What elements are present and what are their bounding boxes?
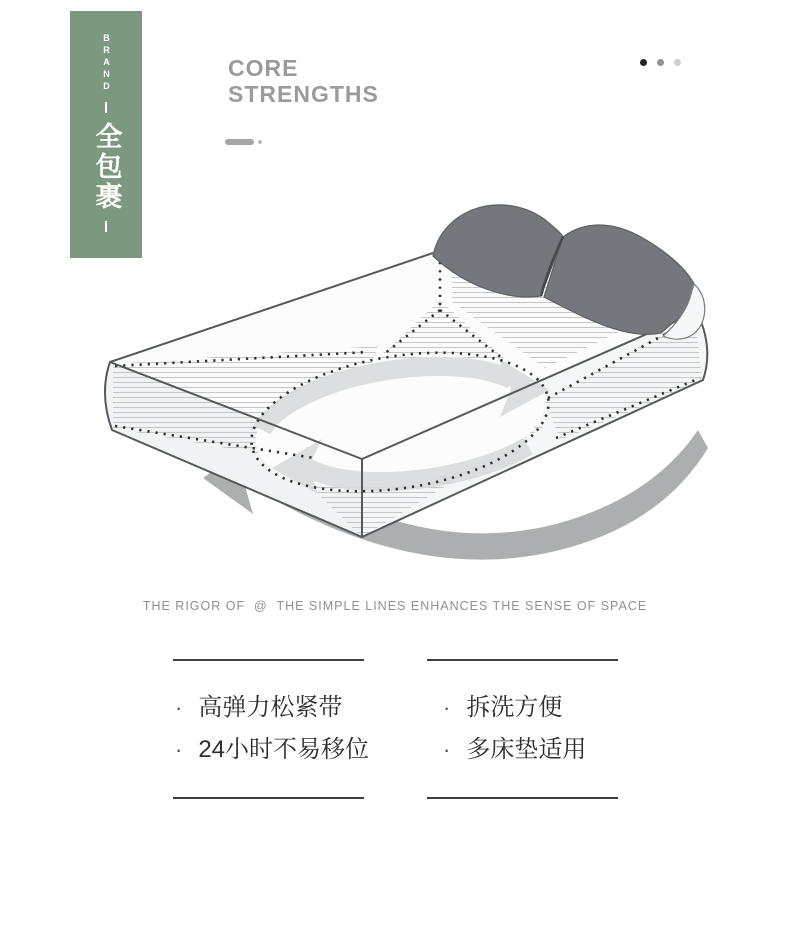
bullet-dot: · — [443, 737, 451, 762]
bullet-dot: · — [175, 695, 183, 720]
feature-list-left — [173, 659, 370, 799]
page-title-line2: STRENGTHS — [228, 81, 379, 107]
title-underline-bar — [225, 139, 254, 145]
feature-text: 高弹力松紧带 — [198, 694, 343, 721]
banner-divider-top — [105, 102, 107, 113]
caption-text: THE RIGOR OF @ THE SIMPLE LINES ENHANCES THE SENSE OF SPACE — [142, 599, 648, 613]
pagination-dot-active[interactable] — [640, 59, 647, 66]
page-title-line1: CORE — [228, 55, 299, 81]
title-underline-dot — [258, 140, 262, 144]
carousel-pagination — [640, 59, 681, 66]
brand-label: BRAND — [101, 33, 112, 93]
feature-text: 24小时不易移位 — [198, 736, 370, 763]
page-title — [228, 55, 379, 107]
feature-item — [175, 735, 370, 765]
feature-list-right — [427, 659, 618, 799]
bullet-dot: · — [175, 737, 183, 762]
feature-item — [443, 693, 618, 723]
feature-item — [443, 735, 618, 765]
feature-text: 多床垫适用 — [466, 736, 587, 763]
mattress-illustration — [0, 185, 790, 605]
banner-title: 全包裹 — [91, 122, 122, 212]
bullet-dot: · — [443, 695, 451, 720]
pagination-dot[interactable] — [657, 59, 664, 66]
feature-text: 拆洗方便 — [466, 694, 563, 721]
pagination-dot[interactable] — [674, 59, 681, 66]
feature-item — [175, 693, 364, 723]
